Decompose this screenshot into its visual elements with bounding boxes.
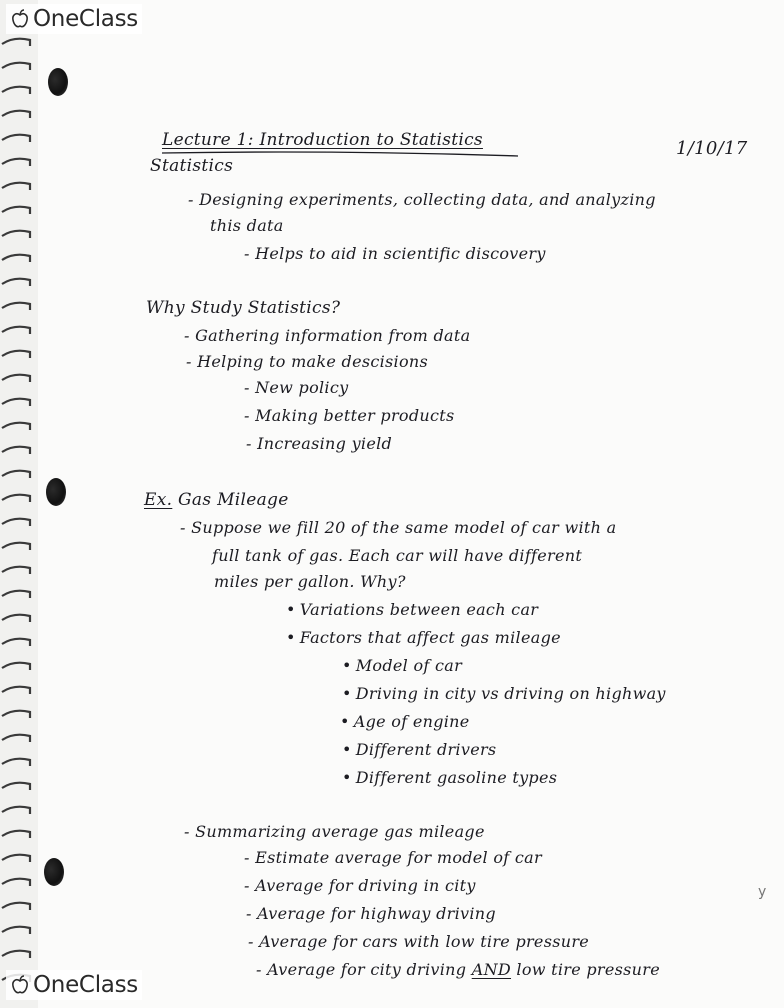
factor-item bbox=[342, 684, 666, 703]
watermark-text: OneClass bbox=[33, 6, 138, 32]
spiral-ring bbox=[2, 159, 30, 166]
spiral-ring bbox=[2, 231, 30, 238]
statistics-sub-point: - Helps to aid in scientific discovery bbox=[244, 244, 546, 263]
example-label: Ex. bbox=[144, 490, 173, 510]
spiral-ring bbox=[2, 615, 30, 622]
example-heading bbox=[144, 490, 289, 510]
factor-item bbox=[342, 656, 462, 675]
statistics-definition-line2: this data bbox=[210, 216, 284, 235]
factor-item bbox=[342, 768, 557, 787]
punch-hole-middle bbox=[46, 478, 66, 506]
spiral-ring bbox=[2, 327, 30, 334]
bullet-dot-icon: • bbox=[340, 712, 350, 731]
spiral-ring bbox=[2, 927, 30, 934]
spiral-ring bbox=[2, 135, 30, 142]
apple-logo-icon bbox=[10, 975, 30, 995]
spiral-binding-edge bbox=[0, 0, 38, 1008]
spiral-ring bbox=[2, 63, 30, 70]
punch-hole-top bbox=[48, 68, 68, 96]
spiral-rings-icon bbox=[0, 0, 38, 1008]
spiral-ring bbox=[2, 375, 30, 382]
spiral-ring bbox=[2, 519, 30, 526]
statistics-heading: Statistics bbox=[150, 156, 234, 176]
bullet-dot-icon: • bbox=[342, 656, 352, 675]
spiral-ring bbox=[2, 447, 30, 454]
spiral-ring bbox=[2, 471, 30, 478]
bullet-dot-icon: • bbox=[286, 600, 296, 619]
margin-mark: y bbox=[758, 884, 767, 900]
spiral-ring bbox=[2, 783, 30, 790]
spiral-ring bbox=[2, 399, 30, 406]
factor-text: Model of car bbox=[355, 656, 463, 675]
spiral-ring bbox=[2, 663, 30, 670]
bullet-dot-icon: • bbox=[342, 740, 352, 759]
spiral-ring bbox=[2, 807, 30, 814]
why-study-heading: Why Study Statistics? bbox=[146, 298, 341, 318]
summary-item-last bbox=[256, 960, 660, 979]
why-sub-3: - Increasing yield bbox=[246, 434, 393, 453]
bullet-dot-icon: • bbox=[342, 684, 352, 703]
bullet-dot-icon: • bbox=[342, 768, 352, 787]
summary-item: - Average for cars with low tire pressure bbox=[248, 932, 590, 951]
spiral-ring bbox=[2, 303, 30, 310]
oneclass-watermark-bottom bbox=[6, 970, 142, 1000]
spiral-ring bbox=[2, 687, 30, 694]
factor-text: Different drivers bbox=[355, 740, 497, 759]
spiral-ring bbox=[2, 255, 30, 262]
example-line-3: miles per gallon. Why? bbox=[214, 572, 406, 591]
spiral-ring bbox=[2, 855, 30, 862]
lecture-date: 1/10/17 bbox=[676, 138, 748, 159]
spiral-ring bbox=[2, 711, 30, 718]
spiral-ring bbox=[2, 759, 30, 766]
summary-item: - Estimate average for model of car bbox=[244, 848, 542, 867]
spiral-ring bbox=[2, 183, 30, 190]
spiral-ring bbox=[2, 543, 30, 550]
example-title: Gas Mileage bbox=[178, 490, 289, 510]
spiral-ring bbox=[2, 279, 30, 286]
factor-item bbox=[342, 740, 496, 759]
spiral-ring bbox=[2, 111, 30, 118]
spiral-ring bbox=[2, 207, 30, 214]
factor-text: Different gasoline types bbox=[355, 768, 558, 787]
spiral-ring bbox=[2, 639, 30, 646]
spiral-ring bbox=[2, 39, 30, 46]
spiral-ring bbox=[2, 567, 30, 574]
example-line-1: - Suppose we fill 20 of the same model of car with a bbox=[180, 518, 617, 537]
spiral-ring bbox=[2, 495, 30, 502]
spiral-ring bbox=[2, 351, 30, 358]
spiral-ring bbox=[2, 879, 30, 886]
why-sub-1: - New policy bbox=[244, 378, 349, 397]
summary-last-emphasis: AND bbox=[471, 960, 512, 979]
spiral-ring bbox=[2, 423, 30, 430]
summary-heading: - Summarizing average gas mileage bbox=[184, 822, 485, 841]
factor-text: Age of engine bbox=[353, 712, 470, 731]
factor-text: Driving in city vs driving on highway bbox=[355, 684, 666, 703]
spiral-ring bbox=[2, 87, 30, 94]
example-bullet-2-text: Factors that affect gas mileage bbox=[299, 628, 561, 647]
summary-item: - Average for highway driving bbox=[246, 904, 496, 923]
statistics-definition-line1: - Designing experiments, collecting data, and analyzing bbox=[188, 190, 656, 209]
spiral-ring bbox=[2, 951, 30, 958]
example-bullet-2 bbox=[286, 628, 561, 647]
spiral-ring bbox=[2, 831, 30, 838]
why-item-2: - Helping to make descisions bbox=[186, 352, 429, 371]
example-bullet-1-text: Variations between each car bbox=[299, 600, 539, 619]
bullet-dot-icon: • bbox=[286, 628, 296, 647]
example-bullet-1 bbox=[286, 600, 538, 619]
spiral-ring bbox=[2, 735, 30, 742]
punch-hole-bottom bbox=[44, 858, 64, 886]
summary-last-suffix: low tire pressure bbox=[511, 960, 660, 979]
oneclass-watermark-top bbox=[6, 4, 142, 34]
apple-logo-icon bbox=[10, 9, 30, 29]
example-line-2: full tank of gas. Each car will have different bbox=[212, 546, 583, 565]
spiral-ring bbox=[2, 591, 30, 598]
summary-item: - Average for driving in city bbox=[244, 876, 476, 895]
summary-last-prefix: - Average for city driving bbox=[256, 960, 472, 979]
spiral-ring bbox=[2, 903, 30, 910]
watermark-text: OneClass bbox=[33, 972, 138, 998]
lecture-title: Lecture 1: Introduction to Statistics bbox=[162, 130, 483, 150]
why-sub-2: - Making better products bbox=[244, 406, 455, 425]
factor-item bbox=[340, 712, 470, 731]
why-item-1: - Gathering information from data bbox=[184, 326, 471, 345]
